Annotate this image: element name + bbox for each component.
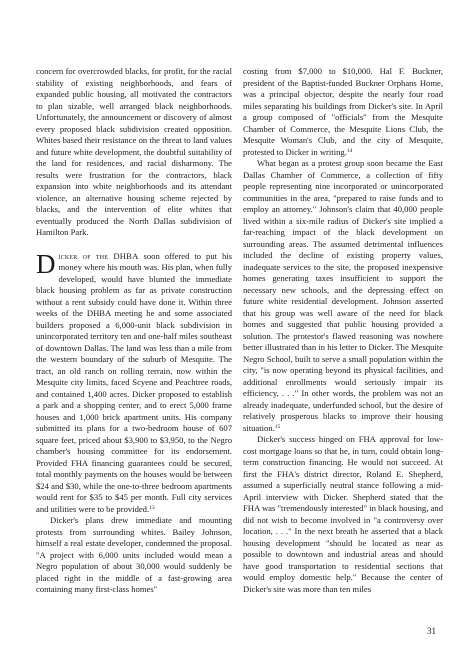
right-column [243,66,443,595]
drop-cap: D [36,248,56,279]
left-paragraph-2-text: soon offered to put his money where his mouth was. His plan, when fully developed, would have blunted the immediate black housing problem as far as private construction without a rent subsidy could have done it. Within three weeks of the DHBA meeting he and some associated builders proposed a 6,000-unit black subdivision in unincorporated territory ten and one-half miles southeast of downtown Dallas. The land was less than a mile from the western boundary of the suburb of Mesquite. The tract, an old ranch on rolling terrain, now within the Mesquite city limits, faced Scyene and Peachtree roads, and contained 1,400 acres. Dicker proposed to establish a park and a shopping center, and to erect 5,000 frame houses and 1,000 brick apartment units. His company submitted its plans for a two-bedroom house of 607 square feet, priced about $3,900 to $3,950, to the Negro chamber's housing committee for its endorsement. Provided FHA financing guarantees could be secured, total monthly payments on the houses would be between $24 and $30, while the one-to-three bedroom apartments would rent for $35 to $45 per month. Full city services and utilities were to be provided. [36,250,233,514]
right-paragraph-1 [243,66,443,158]
right-paragraph-1-text: costing from $7,000 to $10,000. Hal F. Buckner, president of the Baptist-funded Buckner Orphans Home, was a principal objector, despite the nearly four road miles separating his buildings from Dicker's site. In April a group composed of "officials" from the Mesquite Chamber of Commerce, the Mesquite Lions Club, the Mesquite Woman's Club, and the city of Mesquite, protested to Dicker in writing. [243,66,443,157]
footnote-ref-14: 14 [346,147,353,154]
page-number: 31 [427,626,436,636]
left-paragraph-1: concern for overcrowded blacks, for profit, for the racial stability of existing neighborhoods, and fears of expanded public housing, all motivated the contractors to plan sizable, well arranged black neighborhoods. Unfortunately, the announcement or discovery of almost every proposed black subdivision created opposition. Whites based their resistance on the threat to land values and future white development, the doubtful suitability of the land for residences, and racial disharmony. The results were frustration for the contractors, black expansion into white neighborhoods and its attendant violence, an alternative housing scheme rejected by blacks, and the intervention of elite whites that eventually produced the North Dallas subdivision of Hamilton Park. [36,66,232,237]
right-paragraph-3: Dicker's success hinged on FHA approval for low-cost mortgage loans so that he, in turn, could obtain long-term construction financing. He would not succeed. At first the FHA's district director, Roland E. Shepherd, assumed a superficially neutral stance following a mid-April interview with Dicker. Shepherd stated that the FHA was "tremendously interested" in black housing, and did not wish to become involved in "a controversy over location, . . ." In the next breath he asserted that a black housing development "should be located as near as possible to downtown and industrial areas and should have good transportation to residential sections that would employ domestic help." Because the center of Dicker's site was more than ten miles [243,434,443,594]
section-break [36,239,232,251]
right-paragraph-2-text: What began as a protest group soon became the East Dallas Chamber of Commerce, a collection of fifty people representing nine incorporated or unincorporated communities in the area, "prepared to raise funds and to employ an attorney." Johnson's claim that 40,000 people lived within a six-mile radius of Dicker's site implied a far-reaching impact of the black development on surrounding areas. The assumed detrimental influences included the decline of existing property values, inadequate services to the site, the proposed inexpensive homes generating taxes insufficient to support the necessary new schools, and the depressing effect on future white residential development. Johnson asserted that his group was well aware of the need for black homes and suggested that public housing provided a solution. The protestor's flawed reasoning was nowhere better illustrated than in his letter to Dicker. The Mesquite Negro School, built to serve a small population within the city, "is now operating beyond its physical facilities, and additional enrollments would seriously impair its efficiency, . . ." In other words, the problem was not an already inadequate, underfunded school, but the desire of relatively prosperous blacks to improve their housing situation. [243,158,443,433]
left-paragraph-2 [36,248,233,516]
left-paragraph-3: Dicker's plans drew immediate and mounting protests from surrounding whites. Bailey Johnson, himself a real estate developer, condemned the proposal. "A project with 6,000 units included would mean a Negro population of about 30,000 would suddenly be placed right in the middle of a fast-growing area containing many first-class homes" [36,515,232,594]
right-paragraph-2 [243,158,443,434]
footnote-ref-13: 13 [149,504,155,511]
section-lead-in: icker of the DHBA [58,250,139,261]
footnote-ref-15: 15 [274,423,281,430]
left-column [36,66,232,596]
